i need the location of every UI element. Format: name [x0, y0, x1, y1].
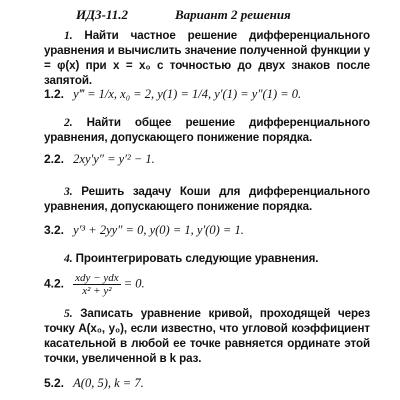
task-4-text [44, 251, 370, 266]
task-statement: Проинтегрировать следующие уравнения. [75, 252, 319, 265]
task-statement: Найти частное решение дифференциального уравнения и вычислить значение полученной функции y = φ(x) при x = x₀ с точностью до двух знаков после запятой. [44, 29, 371, 87]
task-3-text [44, 184, 370, 214]
task-1-equation [44, 87, 384, 102]
equation-number: 4.2. [44, 276, 65, 291]
equation-number: 3.2. [44, 223, 65, 237]
equation-number: 1.2. [44, 87, 65, 101]
equation-number: 5.2. [44, 376, 65, 390]
task-number: 2. [64, 116, 73, 129]
task-5-equation [44, 376, 384, 391]
task-number: 4. [64, 252, 73, 265]
task-statement: Записать уравнение кривой, проходящей через точку A(x₀, y₀), если известно, что угловой коэффициент касательной в любой ее точке равняется ординате этой точки, увеличенной в k раз. [44, 307, 370, 365]
equation-tail: = 0. [123, 276, 145, 291]
fraction-denominator: x² + y² [82, 285, 112, 297]
task-3-equation [44, 223, 384, 238]
task-2-equation [44, 152, 384, 167]
fraction-numerator: xdy − ydx [75, 272, 119, 284]
task-4-equation [44, 272, 384, 297]
task-number: 1. [64, 29, 73, 42]
task-2-text [44, 115, 370, 145]
task-statement: Найти общее решение дифференциального уравнения, допускающего понижение порядка. [44, 116, 370, 144]
task-1-text [44, 28, 370, 88]
task-number: 3. [64, 185, 73, 198]
task-5-text [44, 306, 370, 366]
equation-formula: y′³ + 2yy″ = 0, y(0) = 1, y′(0) = 1. [73, 223, 244, 237]
equation-fraction [73, 272, 120, 297]
variant-title: Вариант 2 решения [175, 7, 291, 22]
equation-formula: 2xy′y″ = y′² − 1. [73, 152, 155, 166]
equation-formula: y‴ = 1/x, x₀ = 2, y(1) = 1/4, y′(1) = y″(1) = 0. [73, 87, 302, 101]
task-number: 5. [64, 307, 73, 320]
assignment-code: ИДЗ-11.2 [76, 7, 128, 22]
equation-formula: A(0, 5), k = 7. [73, 376, 144, 390]
equation-number: 2.2. [44, 152, 65, 166]
task-statement: Решить задачу Коши для дифференциального уравнения, допускающего понижение порядка. [44, 185, 370, 213]
